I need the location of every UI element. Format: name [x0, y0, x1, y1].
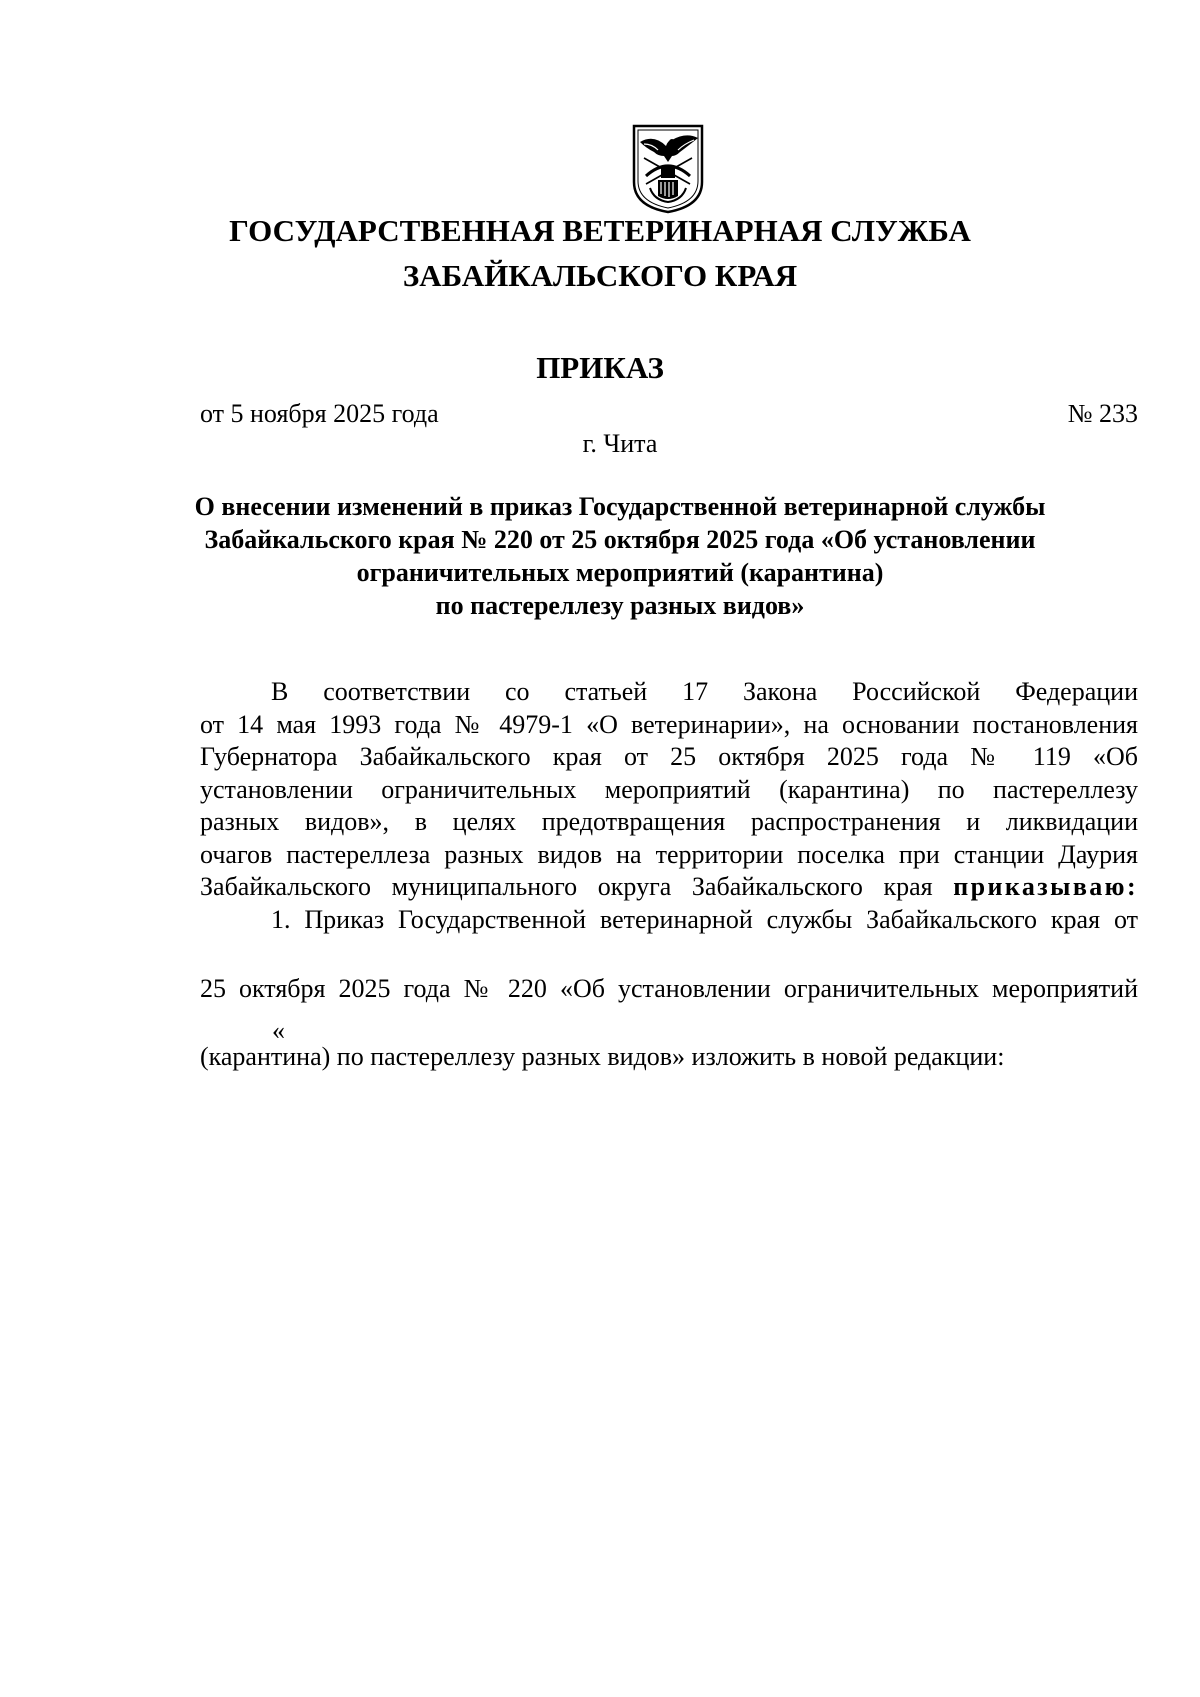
- document-date: от 5 ноября 2025 года: [200, 399, 439, 428]
- document-number: № 233: [1067, 399, 1138, 428]
- organization-name-line-2: ЗАБАЙКАЛЬСКОГО КРАЯ: [402, 258, 798, 293]
- body-line: установлении ограничительных мероприятий (карантина) по пастереллезу: [200, 774, 1138, 804]
- document-city: г. Чита: [582, 429, 658, 458]
- body-line: В соответствии со статьей 17 Закона Российской Федерации: [271, 677, 1138, 706]
- command-word: приказываю:: [953, 872, 1139, 901]
- document-title: [150, 490, 1090, 622]
- item-1-line: 1. Приказ Государственной ветеринарной службы Забайкальского края от: [271, 904, 1138, 934]
- title-line: ограничительных мероприятий (карантина): [356, 558, 884, 587]
- document-type: ПРИКАЗ: [536, 350, 664, 385]
- opening-quote-mark: «: [272, 1016, 285, 1045]
- item-1-line: (карантина) по пастереллезу разных видов» изложить в новой редакции:: [200, 1041, 1005, 1071]
- body-line-text: Забайкальского муниципального округа Забайкальского края: [200, 872, 933, 901]
- line-gap: [200, 1006, 1138, 1041]
- organization-name-line-1: ГОСУДАРСТВЕННАЯ ВЕТЕРИНАРНАЯ СЛУЖБА: [229, 213, 971, 248]
- title-line: Забайкальского края № 220 от 25 октября 2025 года «Об установлении: [204, 525, 1036, 554]
- document-body: [200, 676, 1138, 1073]
- line-gap: [200, 936, 1138, 973]
- item-1-line: 25 октября 2025 года № 220 «Об установлении ограничительных мероприятий: [200, 974, 1138, 1003]
- title-line: О внесении изменений в приказ Государственной ветеринарной службы: [194, 492, 1046, 521]
- body-line-with-command: [200, 871, 1138, 904]
- title-line: по пастереллезу разных видов»: [435, 591, 805, 620]
- body-line: очагов пастереллеза разных видов на территории поселка при станции Даурия: [200, 839, 1138, 869]
- body-line: Губернатора Забайкальского края от 25 октября 2025 года № 119 «Об: [200, 742, 1138, 771]
- coat-of-arms-icon: [628, 122, 708, 214]
- body-line: от 14 мая 1993 года № 4979-1 «О ветеринарии», на основании постановления: [200, 709, 1138, 739]
- body-line: разных видов», в целях предотвращения распространения и ликвидации: [200, 807, 1138, 836]
